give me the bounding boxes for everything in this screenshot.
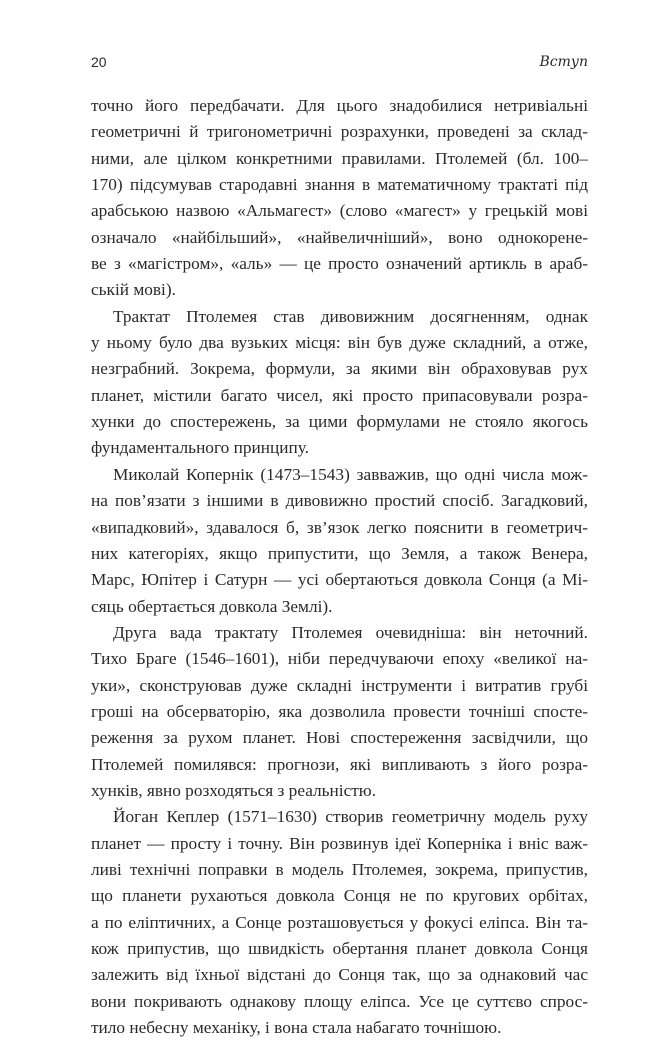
text-line: планет, містили багато чисел, які просто припасовували розра- bbox=[91, 385, 588, 405]
text-line: ве з «магістром», «аль» — це просто означений артикль в араб- bbox=[91, 254, 588, 274]
text-line: залежить від їхньої відстані до Сонця так, що за однаковий час bbox=[91, 965, 588, 985]
text-line: планет — просту і точну. Він розвинув ідеї Коперніка і вніс важ- bbox=[91, 833, 588, 853]
body-text bbox=[91, 93, 588, 1041]
text-line: Йоган Кеплер (1571–1630) створив геометричну модель руху bbox=[113, 807, 588, 827]
paragraph bbox=[91, 462, 588, 620]
paragraph bbox=[91, 93, 588, 304]
text-line: Марс, Юпітер і Сатурн — усі обертаються довкола Сонця (а Мі- bbox=[91, 570, 588, 590]
text-line: гроші на обсерваторію, яка дозволила провести точніші спосте- bbox=[91, 701, 588, 721]
page-number: 20 bbox=[91, 54, 107, 70]
text-line: що планети рухаються довкола Сонця не по кругових орбітах, bbox=[91, 886, 588, 906]
paragraph bbox=[91, 620, 588, 804]
text-line: точно його передбачати. Для цього знадобилися нетривіальні bbox=[91, 96, 588, 115]
text-line: уки», сконструював дуже складні інструменти і витратив грубі bbox=[91, 675, 588, 695]
text-line: геометричні й тригонометричні розрахунки, проведені за склад- bbox=[91, 122, 588, 142]
paragraph bbox=[91, 304, 588, 462]
page-header bbox=[91, 54, 588, 76]
text-line: фундаментального принципу. bbox=[91, 438, 309, 458]
text-line: ській мові). bbox=[91, 280, 176, 300]
running-title: Вступ bbox=[539, 54, 588, 70]
text-line: у ньому було два вузьких місця: він був дуже складний, а отже, bbox=[91, 333, 588, 353]
text-line: хунків, явно розходяться з реальністю. bbox=[91, 780, 377, 800]
text-line: ливі технічні поправки в модель Птолемея, зокрема, припустив, bbox=[91, 859, 588, 879]
text-line: арабською назвою «Альмагест» (слово «магест» у грецькій мові bbox=[91, 201, 588, 221]
text-line: Миколай Копернік (1473–1543) завважив, що одні числа мож- bbox=[113, 464, 588, 484]
text-line: вони покривають однакову площу еліпса. Усе це суттєво спрос- bbox=[91, 991, 588, 1011]
text-line: них категоріях, якщо припустити, що Земля, а також Венера, bbox=[91, 543, 588, 563]
text-line: сяць обертається довкола Землі). bbox=[91, 596, 333, 616]
text-line: на пов’язати з іншими в дивовижно простий спосіб. Загадковий, bbox=[91, 491, 588, 511]
text-line: Друга вада трактату Птолемея очевидніша: він неточний. bbox=[113, 622, 588, 642]
text-line: хунки до спостережень, за цими формулами не стояло якогось bbox=[91, 412, 588, 432]
text-line: Тихо Браге (1546–1601), ніби передчуваючи епоху «великої на- bbox=[91, 649, 588, 669]
text-line: Трактат Птолемея став дивовижним досягненням, однак bbox=[113, 306, 588, 326]
text-line: незграбний. Зокрема, формули, за якими він обраховував рух bbox=[91, 359, 588, 379]
text-line: Птолемей помилявся: прогнози, які випливають з його розра- bbox=[91, 754, 588, 774]
text-line: ними, але цілком конкретними правилами. Птолемей (бл. 100– bbox=[91, 148, 588, 168]
text-line: «випадковий», здавалося б, зв’язок легко пояснити в геометрич- bbox=[91, 517, 588, 537]
text-line: кож припустив, що швидкість обертання планет довкола Сонця bbox=[91, 939, 588, 958]
text-line: означало «найбільший», «найвеличніший», воно однокорене- bbox=[91, 227, 588, 247]
text-line: 170) підсумував стародавні знання в математичному трактаті під bbox=[91, 175, 588, 195]
paragraph bbox=[91, 804, 588, 1041]
text-line: тило небесну механіку, і вона стала набагато точнішою. bbox=[91, 1018, 502, 1038]
text-line: реження за рухом планет. Нові спостереження засвідчили, що bbox=[91, 728, 588, 748]
text-line: а по еліптичних, а Сонце розташовується у фокусі еліпса. Він та- bbox=[91, 912, 588, 932]
